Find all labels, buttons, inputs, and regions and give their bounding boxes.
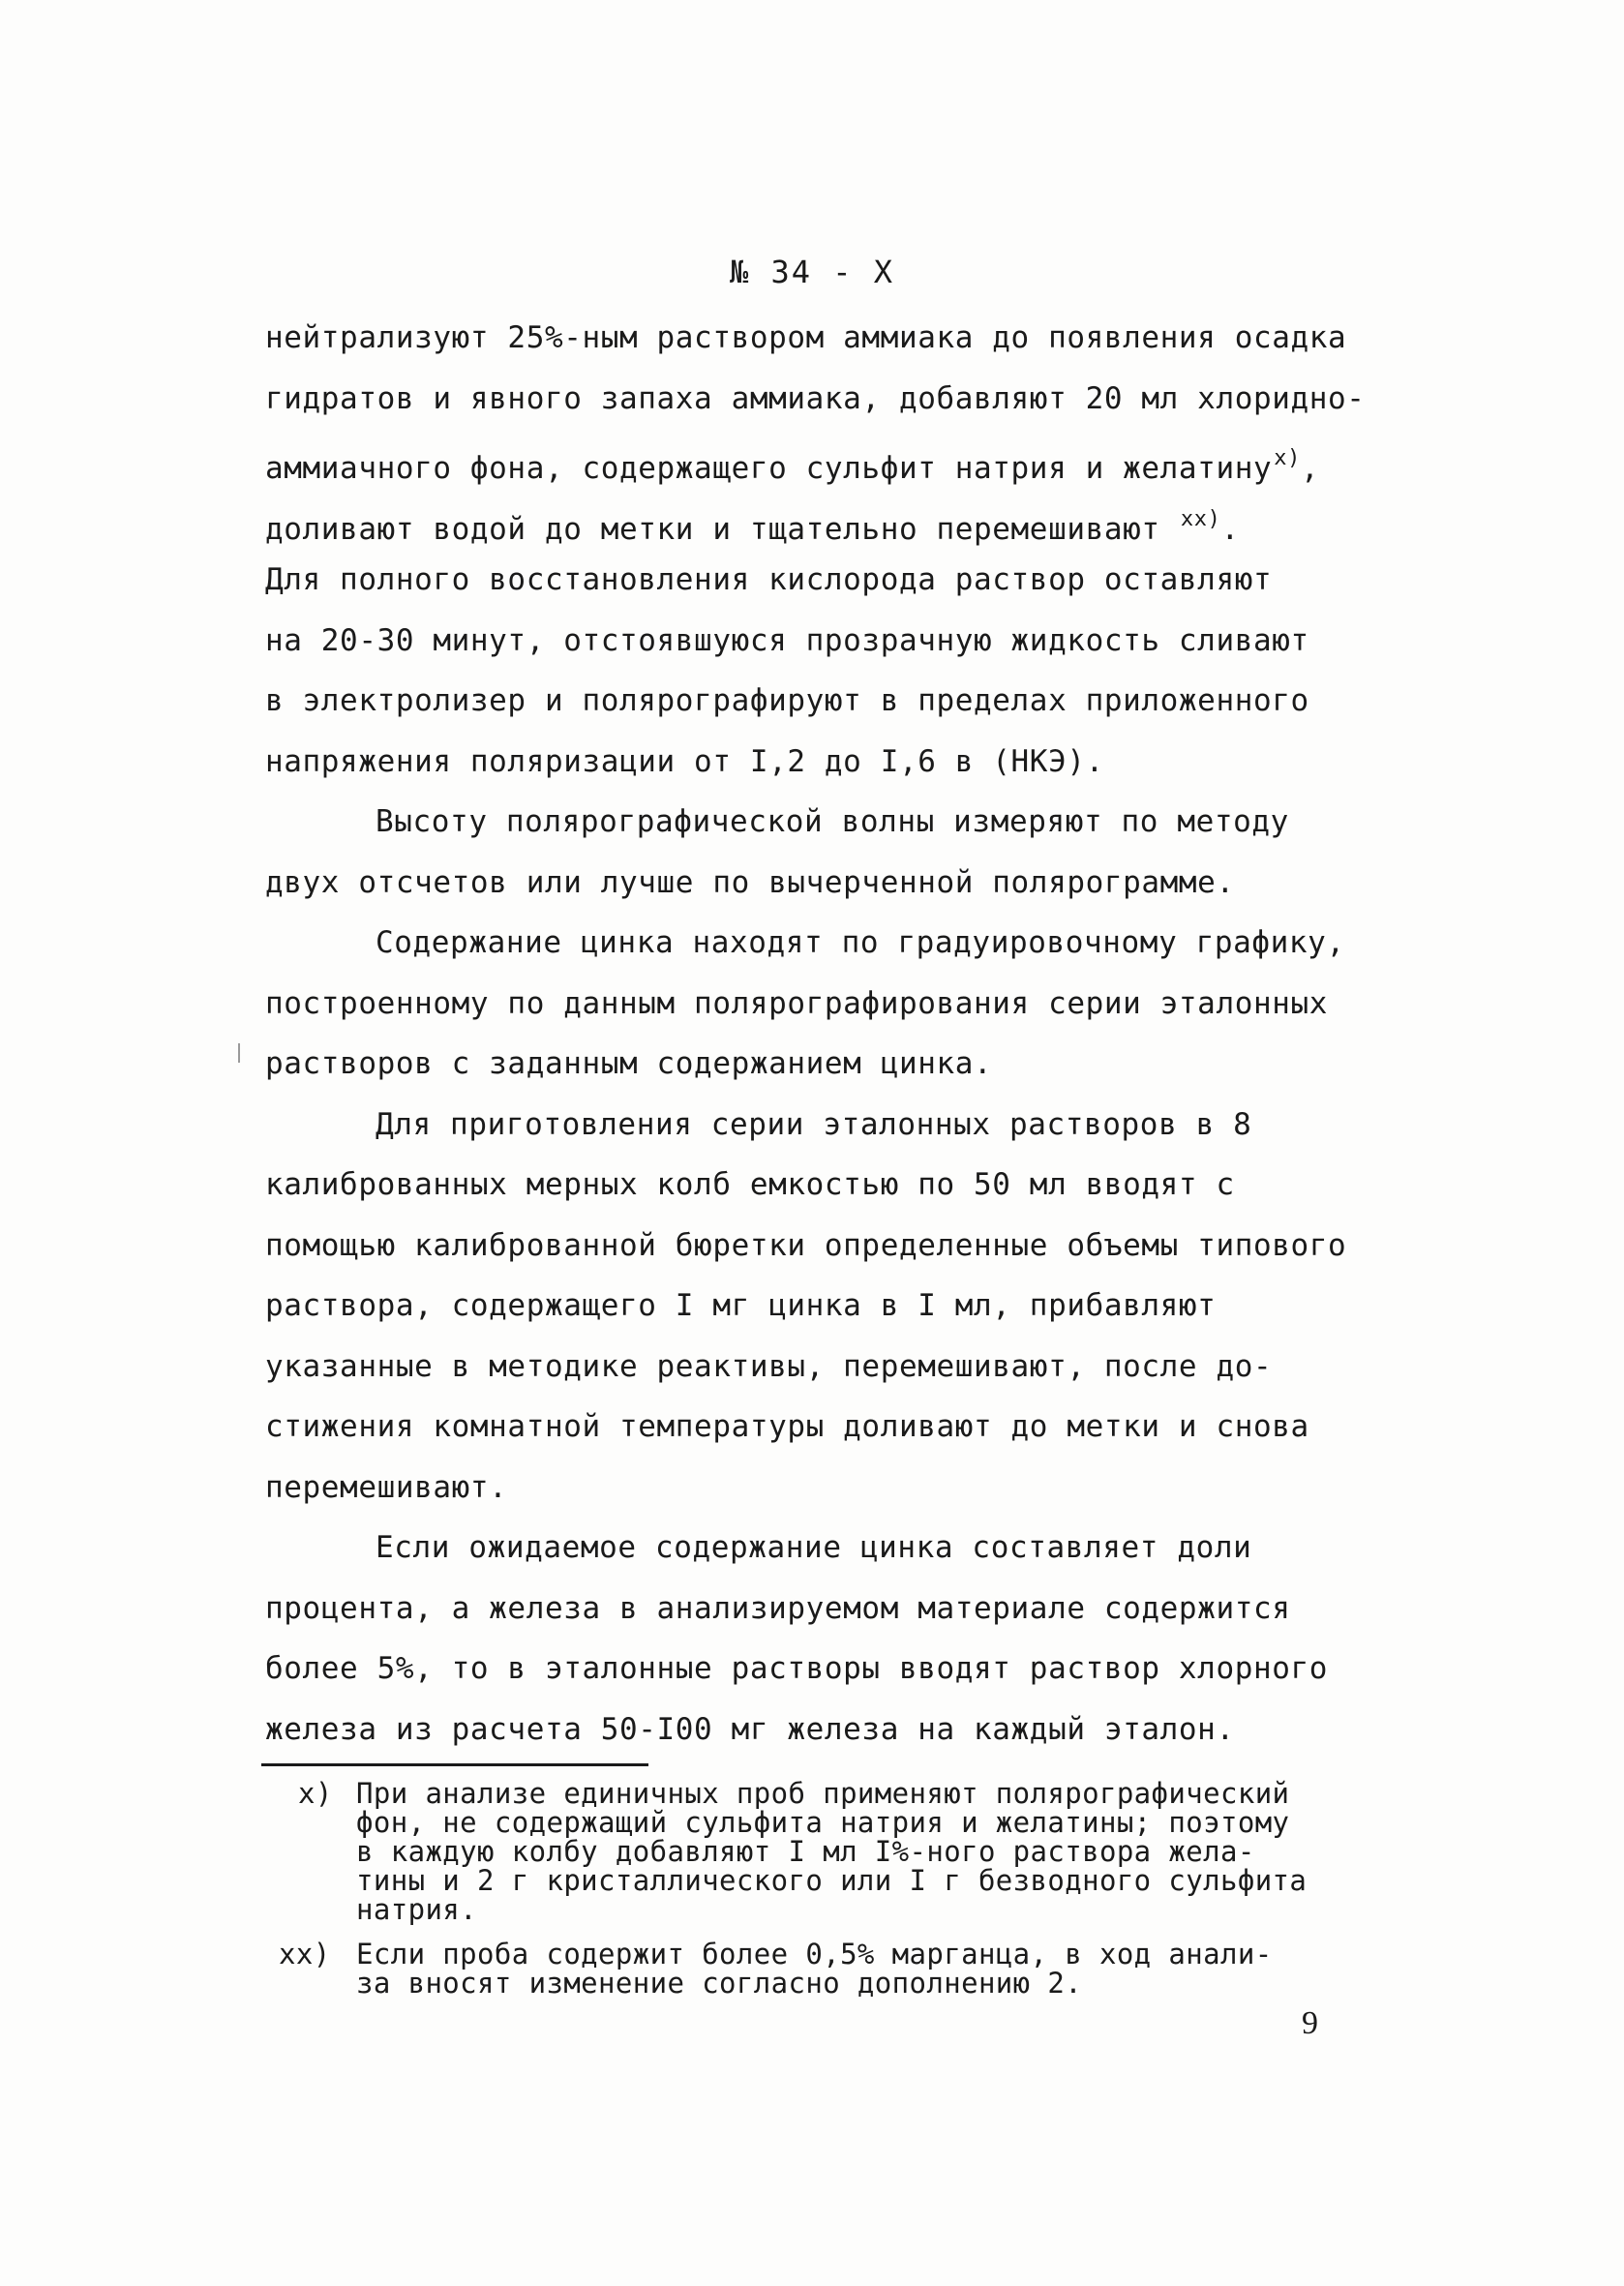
text-line: перемешивают. — [265, 1469, 508, 1505]
text-line — [265, 490, 1349, 551]
page-number: 9 — [1302, 2005, 1318, 2041]
footnote-line: фон, не содержащий сульфита натрия и желатины; поэтому — [356, 1806, 1290, 1839]
text-line: Для приготовления серии эталонных растворов в 8 — [376, 1106, 1252, 1142]
text-line: Высоту полярографической волны измеряют по методу — [376, 804, 1289, 839]
text-line: Для полного восстановления кислорода раствор оставляют — [265, 562, 1273, 597]
text-line: напряжения поляризации от I,2 до I,6 в (НКЭ). — [265, 743, 1104, 779]
text-line: калиброванных мерных колб емкостью по 50 мл вводят с — [265, 1167, 1235, 1202]
text-line: Если ожидаемое содержание цинка составляет доли — [376, 1530, 1252, 1565]
footnote-line: тины и 2 г кристаллического или I г безводного сульфита — [356, 1864, 1308, 1897]
text-line: процента, а железа в анализируемом материале содержится — [265, 1590, 1291, 1626]
text-line: указанные в методике реактивы, перемешивают, после до- — [265, 1348, 1273, 1384]
margin-mark — [238, 1043, 240, 1063]
text-line-tail: , — [1300, 451, 1320, 486]
text-line-content: доливают водой до метки и тщательно перемешивают — [265, 511, 1179, 547]
text-line: более 5%, то в эталонные растворы вводят раствор хлорного — [265, 1651, 1329, 1686]
text-line: построенному по данным полярографирования серии эталонных — [265, 985, 1329, 1021]
footnote-line: При анализе единичных проб применяют полярографический — [356, 1777, 1290, 1810]
text-line: растворов с заданным содержанием цинка. — [265, 1046, 993, 1081]
main-text — [265, 308, 1366, 1760]
text-line — [265, 429, 1349, 490]
footnote-line: натрия. — [356, 1893, 478, 1926]
footnote-xx — [279, 1938, 1401, 2000]
footnote-ref-xx: xx) — [1180, 506, 1221, 531]
footnote-mark: x) — [298, 1777, 333, 1810]
text-line: на 20-30 минут, отстоявшуюся прозрачную жидкость сливают — [265, 622, 1309, 658]
text-line: Содержание цинка находят по градуировочному графику, — [376, 925, 1345, 960]
text-line: нейтрализуют 25%-ным раствором аммиака до появления осадка — [265, 320, 1347, 355]
footnote-line: в каждую колбу добавляют I мл I%-ного раствора жела- — [356, 1835, 1255, 1868]
page-header: № 34 - X — [729, 254, 895, 290]
text-line: железа из расчета 50-I00 мг железа на каждый эталон. — [265, 1711, 1235, 1747]
footnote-line: за вносят изменение согласно дополнению 2. — [356, 1967, 1083, 2000]
text-line-tail: . — [1220, 511, 1240, 547]
footnotes — [279, 1777, 1401, 2000]
text-line: стижения комнатной температуры доливают до метки и снова — [265, 1409, 1309, 1444]
text-line: двух отсчетов или лучше по вычерченной полярограмме. — [265, 864, 1235, 900]
footnote-line: Если проба содержит более 0,5% марганца, в ход анали- — [356, 1938, 1273, 1970]
text-line: в электролизер и полярографируют в пределах приложенного — [265, 683, 1309, 718]
text-line: помощью калиброванной бюретки определенные объемы типового — [265, 1227, 1347, 1263]
text-line: раствора, содержащего I мг цинка в I мл, прибавляют — [265, 1288, 1217, 1323]
footnote-separator — [261, 1763, 648, 1766]
text-line: гидратов и явного запаха аммиака, добавляют 20 мл хлоридно- — [265, 380, 1366, 416]
text-line-content: аммиачного фона, содержащего сульфит натрия и желатину — [265, 451, 1273, 486]
footnote-mark: xx) — [279, 1938, 331, 1970]
footnote-ref-x: x) — [1274, 446, 1301, 470]
footnote-x — [298, 1779, 1401, 1924]
